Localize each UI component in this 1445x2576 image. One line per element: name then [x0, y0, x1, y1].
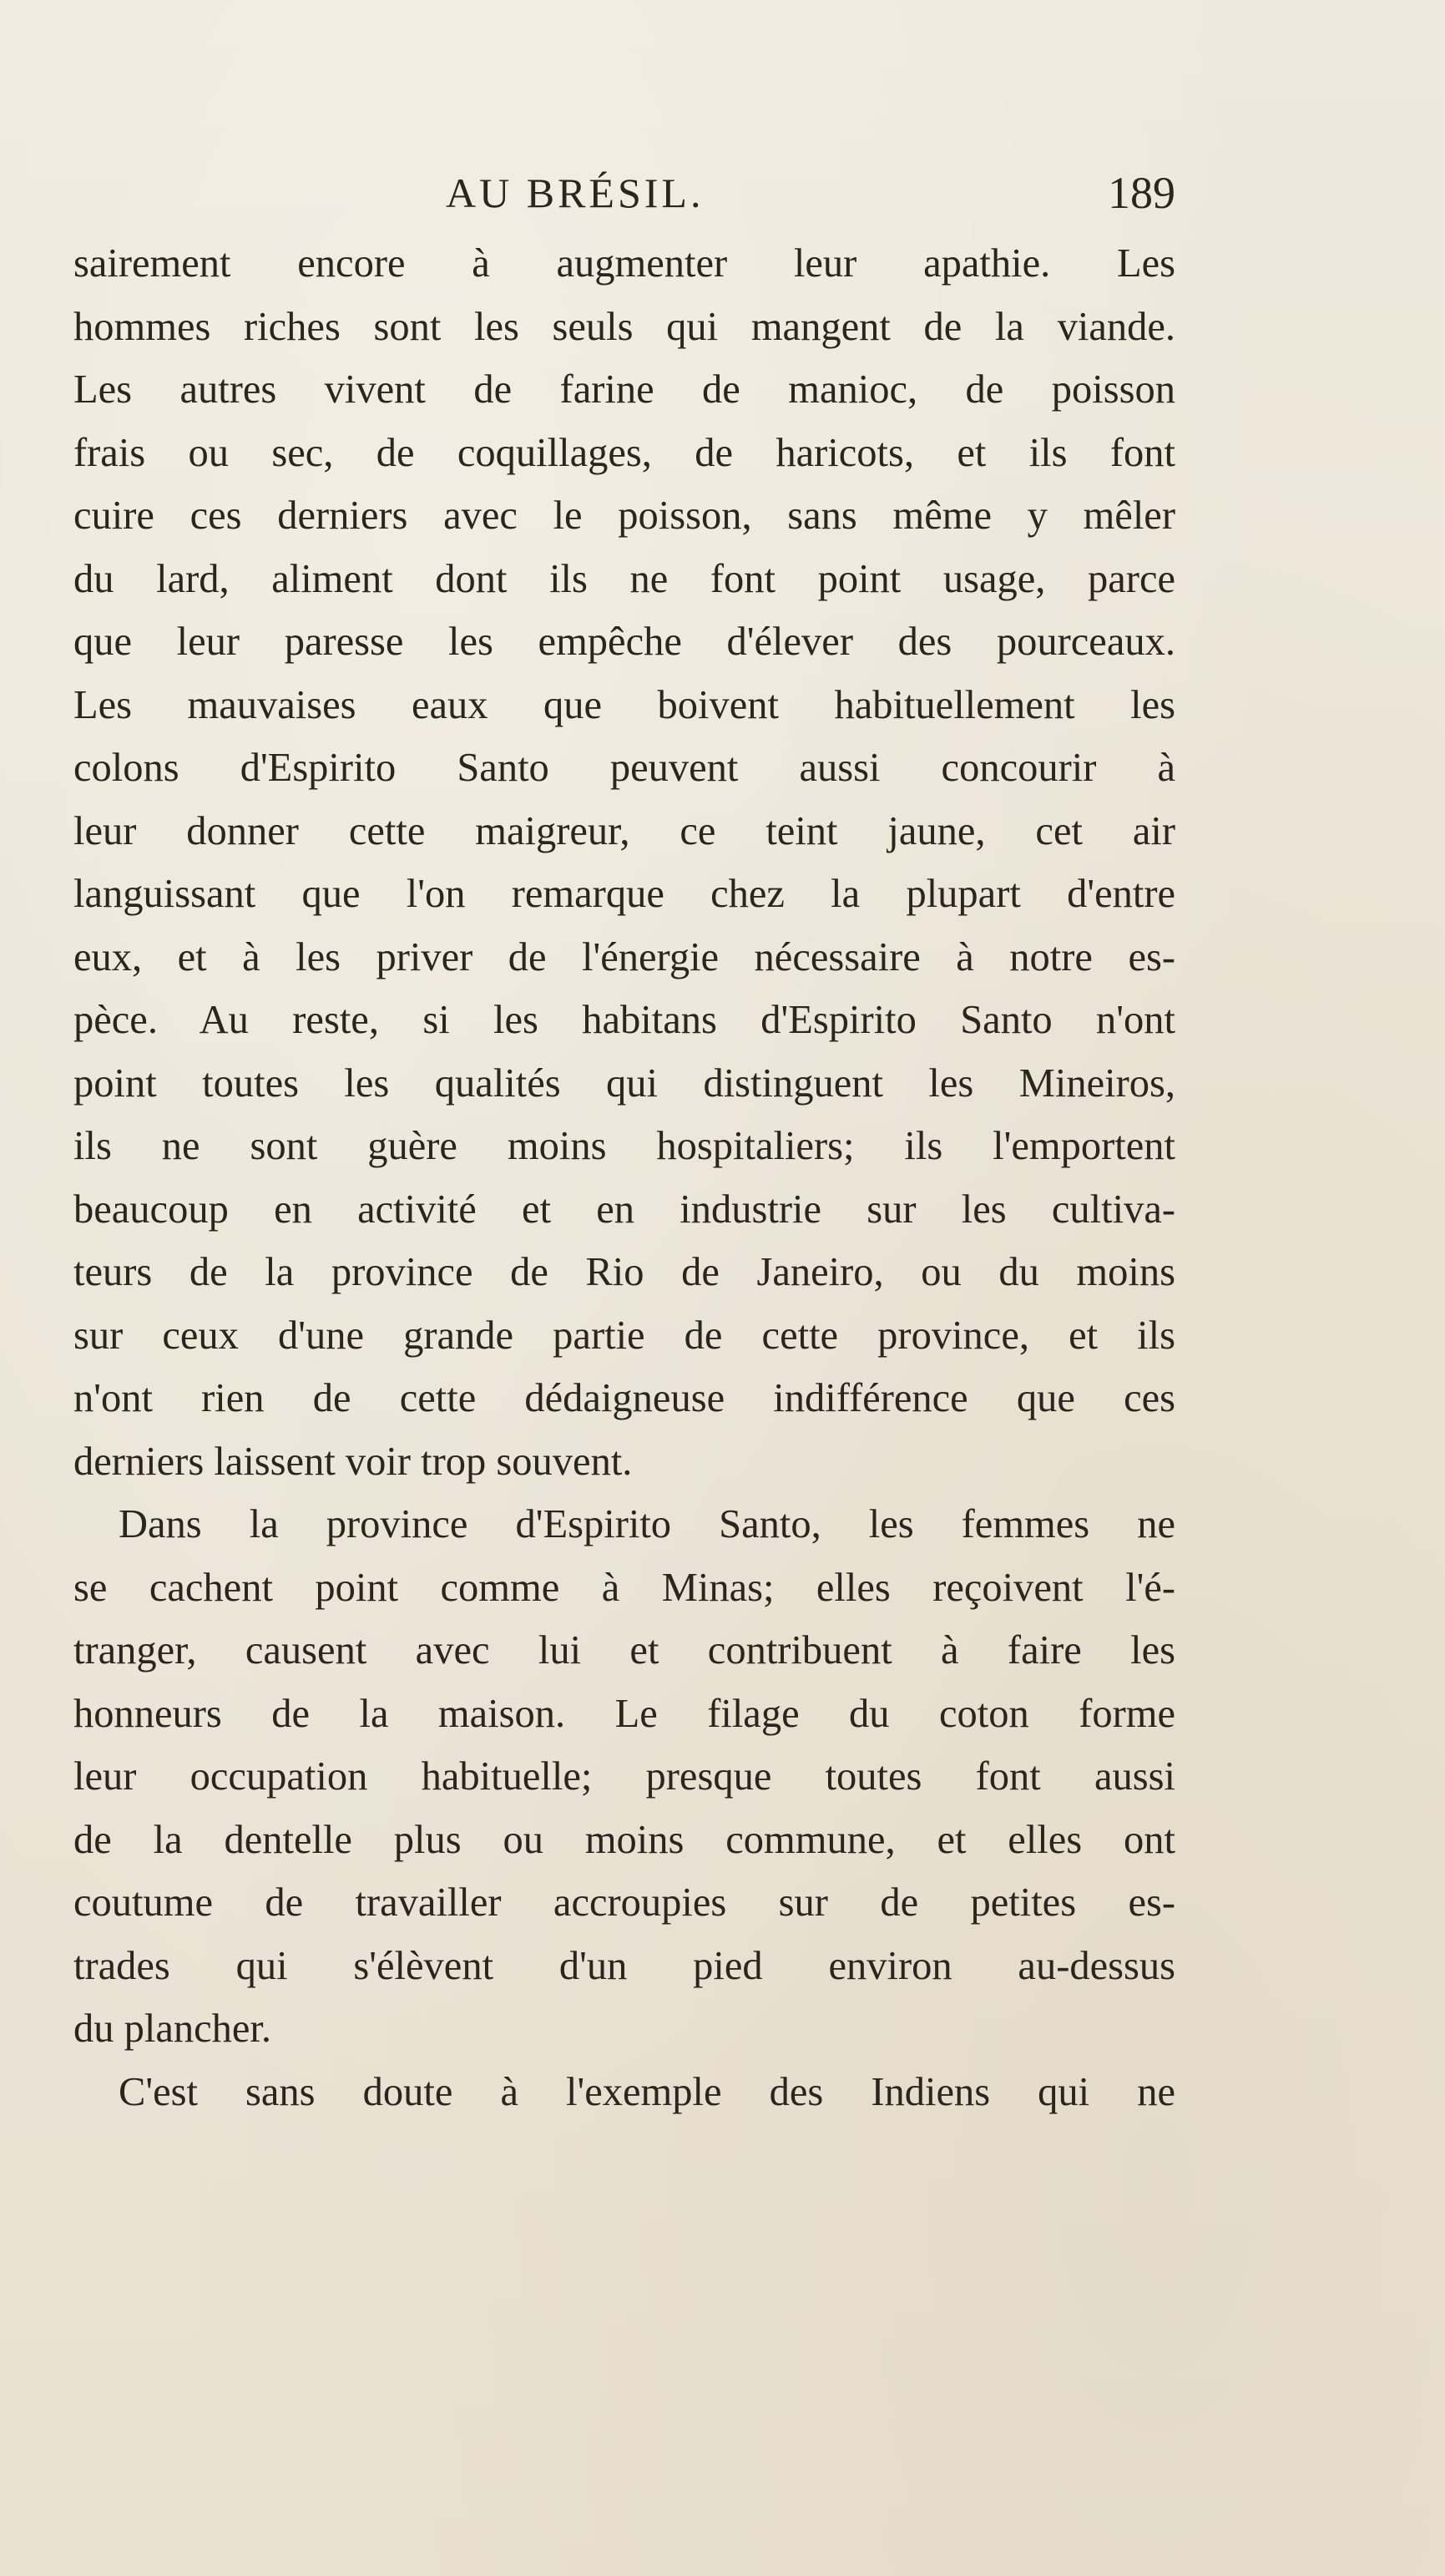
text-line: beaucoup en activité et en industrie sur les cultiva- — [73, 1187, 1175, 1232]
text-line: cuire ces derniers avec le poisson, sans même y mêler — [73, 493, 1175, 538]
text-line: languissant que l'on remarque chez la plupart d'entre — [73, 872, 1175, 916]
text-line: du lard, aliment dont ils ne font point usage, parce — [73, 556, 1175, 601]
text-line: Les autres vivent de farine de manioc, de poisson — [73, 367, 1175, 412]
text-line: pèce. Au reste, si les habitans d'Espirito Santo n'ont — [73, 998, 1175, 1042]
text-line: honneurs de la maison. Le filage du coton forme — [73, 1691, 1175, 1736]
paragraph-2 — [73, 1493, 1175, 2061]
paragraph-3 — [73, 2061, 1175, 2124]
text-line: point toutes les qualités qui distinguent les Mineiros, — [73, 1060, 1175, 1106]
text-line: frais ou sec, de coquillages, de haricots, et ils font — [73, 430, 1175, 475]
body-text — [73, 232, 1175, 2123]
page-header — [73, 164, 1175, 222]
page-number: 189 — [1108, 168, 1175, 218]
text-line: que leur paresse les empêche d'élever des pourceaux. — [73, 620, 1175, 664]
text-line: derniers laissent voir trop souvent. — [73, 1439, 633, 1484]
text-line: leur occupation habituelle; presque toutes font aussi — [73, 1754, 1175, 1799]
text-line: sur ceux d'une grande partie de cette province, et ils — [73, 1313, 1175, 1358]
text-line: C'est sans doute à l'exemple des Indiens qui ne — [119, 2069, 1175, 2114]
text-line: Dans la province d'Espirito Santo, les femmes ne — [119, 1502, 1175, 1546]
text-line: sairement encore à augmenter leur apathie. Les — [73, 241, 1175, 286]
text-line: se cachent point comme à Minas; elles reçoivent l'é- — [73, 1565, 1175, 1610]
paragraph-1 — [73, 232, 1175, 1493]
text-line: trades qui s'élèvent d'un pied environ au-dessus — [73, 1943, 1175, 1988]
text-line: tranger, causent avec lui et contribuent à faire les — [73, 1628, 1175, 1673]
text-line: leur donner cette maigreur, ce teint jaune, cet air — [73, 808, 1175, 853]
text-line: eux, et à les priver de l'énergie nécessaire à notre es- — [73, 934, 1175, 979]
running-title: AU BRÉSIL. — [446, 170, 705, 216]
text-line: Les mauvaises eaux que boivent habituellement les — [73, 682, 1175, 727]
text-line: colons d'Espirito Santo peuvent aussi concourir à — [73, 746, 1175, 790]
text-line: hommes riches sont les seuls qui mangent de la viande. — [73, 304, 1175, 349]
text-line: n'ont rien de cette dédaigneuse indifférence que ces — [73, 1376, 1175, 1420]
text-line: du plancher. — [73, 2007, 272, 2051]
text-line: de la dentelle plus ou moins commune, et elles ont — [73, 1817, 1175, 1862]
text-line: coutume de travailler accroupies sur de petites es- — [73, 1880, 1175, 1925]
text-line: ils ne sont guère moins hospitaliers; ils l'emportent — [73, 1124, 1175, 1168]
text-line: teurs de la province de Rio de Janeiro, ou du moins — [73, 1250, 1175, 1294]
